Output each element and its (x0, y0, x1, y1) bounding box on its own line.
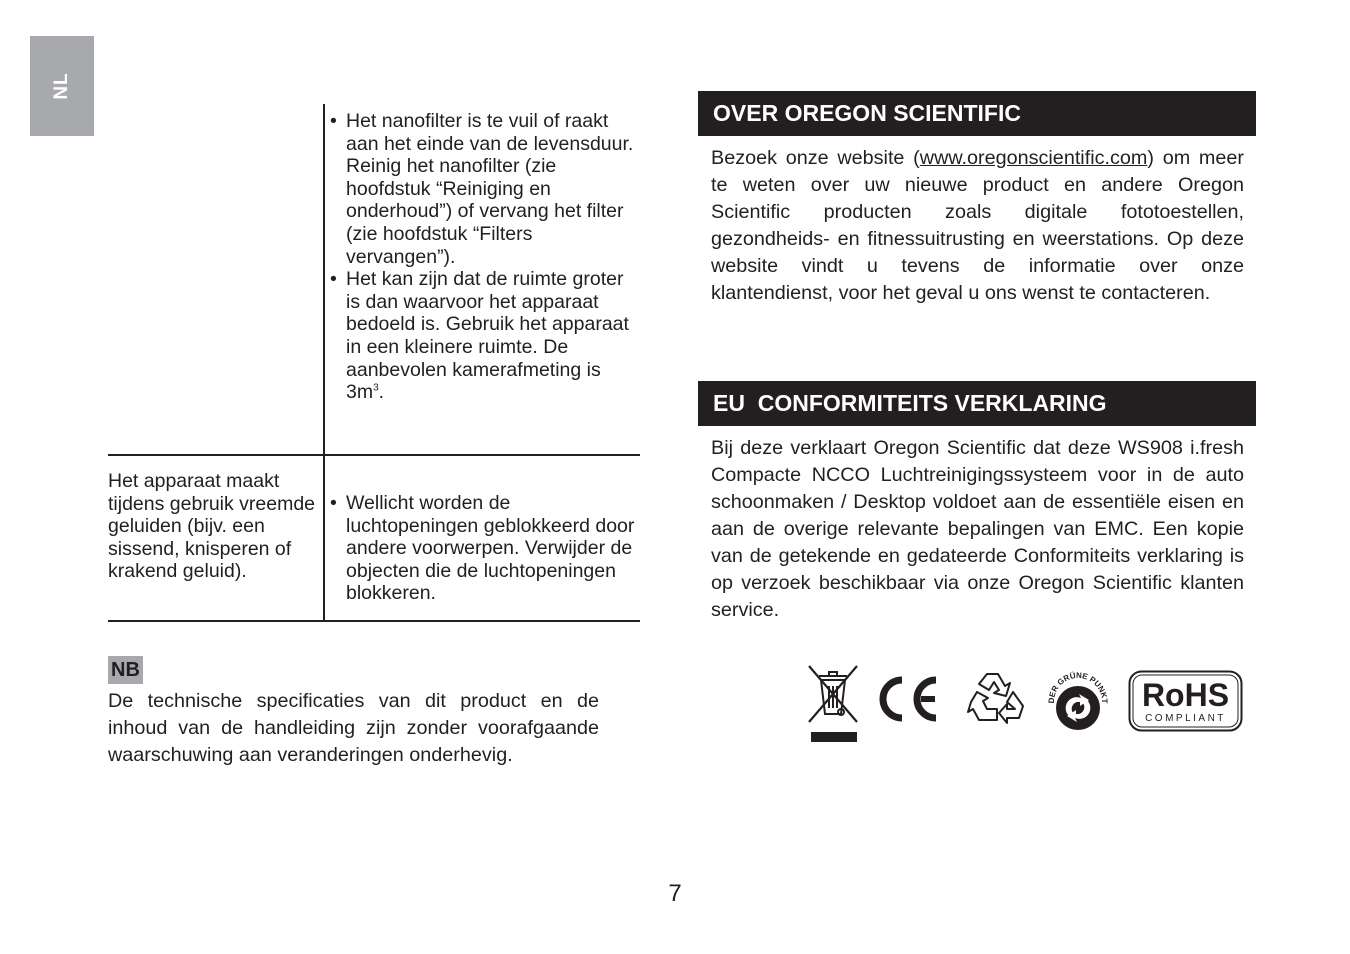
solution-item: • Het nanofilter is te vuil of raakt aan het einde van de levensduur. Reinig het nanofilter (zie hoofdstuk “Reiniging en onderhoud”) of vervang het filter (zie hoofdstuk “Filters vervangen”). (330, 110, 634, 268)
table-column-divider (323, 104, 325, 622)
about-text: Bezoek onze website (www.oregonscientific.com) om meer te weten over uw nieuwe product en andere Oregon Scientific producten zoals digitale fototoestellen, gezondheids- en fitnessuitrusting en weerstations. Op deze website vindt u tevens de informatie over onze klantendienst, voor het geval u ons wenst te contacteren. (711, 147, 1244, 304)
page-number: 7 (668, 880, 682, 907)
language-tab-label: NL (51, 72, 72, 100)
svg-text:COMPLIANT: COMPLIANT (1145, 713, 1226, 724)
recycle-icon (965, 666, 1031, 735)
gruene-punkt-icon (1045, 666, 1111, 739)
eu-heading: EU CONFORMITEITS VERKLARING (698, 381, 1256, 426)
table-row-2-problem: Het apparaat maakt tijdens gebruik vreemde geluiden (bijv. een sissend, knisperen of krakend geluid). (108, 470, 316, 583)
website-link[interactable]: www.oregonscientific.com (919, 147, 1148, 169)
nb-label: NB (108, 656, 143, 684)
solution-item: • Wellicht worden de luchtopeningen geblokkeerd door andere voorwerpen. Verwijder de objecten die de luchtopeningen blokkeren. (330, 492, 635, 605)
weee-crossed-bin-icon (805, 662, 861, 751)
nb-text: De technische specificaties van dit product en de inhoud van de handleiding zijn zonder voorafgaande waarschuwing aan veranderingen onderhevig. (108, 690, 599, 766)
language-tab (30, 36, 94, 136)
table-row-divider (108, 454, 640, 456)
about-heading: OVER OREGON SCIENTIFIC (698, 91, 1256, 136)
svg-text:RoHS: RoHS (1141, 677, 1230, 713)
eu-text: Bij deze verklaart Oregon Scientific dat deze WS908 i.fresh Compacte NCCO Luchtreinigingssysteem voor in de auto schoonmaken / Desktop voldoet aan de essentiële eisen en aan de overige relevante bepalingen van EMC. Een kopie van de getekende en gedateerde Conformiteits verklaring is op verzoek beschikbaar via onze Oregon Scientific klanten service. (711, 437, 1244, 621)
table-bottom-rule (108, 620, 640, 622)
rohs-compliant-icon (1128, 670, 1243, 737)
table-row-2-solutions (330, 492, 640, 605)
table-row-1-solutions (330, 110, 640, 404)
ce-mark-icon (875, 674, 941, 729)
svg-text:DER GRÜNE PUNKT: DER GRÜNE PUNKT (1046, 670, 1110, 704)
solution-item: • Het kan zijn dat de ruimte groter is dan waarvoor het apparaat bedoeld is. Gebruik het apparaat in een kleinere ruimte. De aanbevolen kamerafmeting is $3m^3$. (330, 268, 629, 404)
